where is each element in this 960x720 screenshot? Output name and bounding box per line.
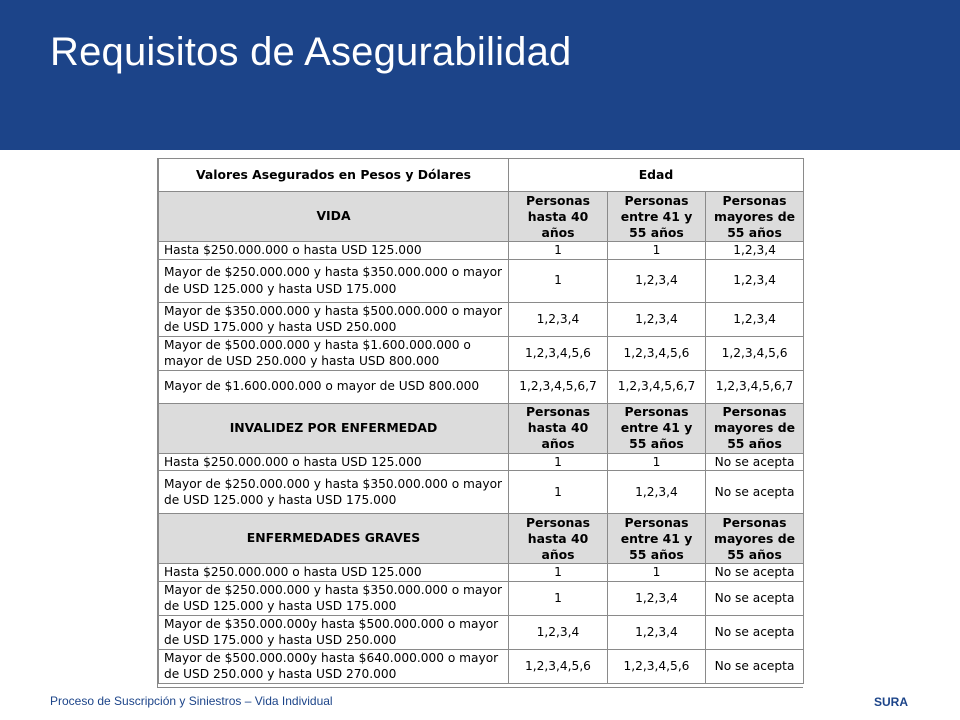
- requirement-codes-cell: 1: [608, 242, 706, 260]
- table-row: [159, 336, 804, 370]
- requirement-codes-cell: 1,2,3,4: [706, 242, 804, 260]
- age-group-header: Personas entre 41 y 55 años: [608, 192, 706, 242]
- requirement-codes-cell: 1: [509, 259, 608, 302]
- requirement-codes-cell: 1,2,3,4: [608, 581, 706, 615]
- table-row: [159, 649, 804, 683]
- table-row: [159, 615, 804, 649]
- requirement-codes-cell: 1: [509, 581, 608, 615]
- requirement-codes-cell: 1,2,3,4: [509, 302, 608, 336]
- requirement-codes-cell: 1,2,3,4: [608, 302, 706, 336]
- footer-brand: SURA: [874, 695, 909, 709]
- table-row: [159, 471, 804, 514]
- age-group-header: Personas mayores de 55 años: [706, 514, 804, 564]
- section-header-row: [159, 514, 804, 564]
- requirement-codes-cell: 1,2,3,4: [509, 615, 608, 649]
- age-group-header: Personas hasta 40 años: [509, 403, 608, 453]
- section-name: INVALIDEZ POR ENFERMEDAD: [159, 403, 509, 453]
- requirement-codes-cell: 1,2,3,4: [706, 259, 804, 302]
- requirement-codes-cell: No se acepta: [706, 564, 804, 582]
- requirement-codes-cell: 1,2,3,4: [608, 615, 706, 649]
- insured-amount-label: Mayor de $350.000.000y hasta $500.000.000 o mayor de USD 175.000 y hasta USD 250.000: [159, 615, 509, 649]
- requirement-codes-cell: No se acepta: [706, 453, 804, 471]
- requirement-codes-cell: 1,2,3,4: [608, 259, 706, 302]
- table-row: [159, 259, 804, 302]
- requirement-codes-cell: 1,2,3,4,5,6: [509, 336, 608, 370]
- requirement-codes-cell: 1: [509, 564, 608, 582]
- insured-amount-label: Mayor de $250.000.000 y hasta $350.000.000 o mayor de USD 125.000 y hasta USD 175.000: [159, 259, 509, 302]
- requirement-codes-cell: No se acepta: [706, 471, 804, 514]
- section-header-row: [159, 192, 804, 242]
- slide-title: Requisitos de Asegurabilidad: [50, 30, 572, 74]
- age-group-header: Personas hasta 40 años: [509, 514, 608, 564]
- table-row: [159, 302, 804, 336]
- age-group-header: Personas mayores de 55 años: [706, 403, 804, 453]
- requirement-codes-cell: 1: [608, 453, 706, 471]
- insured-amount-label: Mayor de $500.000.000 y hasta $1.600.000.000 o mayor de USD 250.000 y hasta USD 800.000: [159, 336, 509, 370]
- table-row: [159, 581, 804, 615]
- insured-amount-label: Hasta $250.000.000 o hasta USD 125.000: [159, 242, 509, 260]
- requirement-codes-cell: 1,2,3,4,5,6: [608, 649, 706, 683]
- requirements-table: [158, 158, 804, 684]
- table-header-row: [159, 159, 804, 192]
- requirement-codes-cell: 1,2,3,4,5,6: [706, 336, 804, 370]
- insured-amount-label: Mayor de $250.000.000 y hasta $350.000.000 o mayor de USD 125.000 y hasta USD 175.000: [159, 471, 509, 514]
- slide-header: [0, 0, 960, 150]
- requirement-codes-cell: 1,2,3,4,5,6,7: [706, 370, 804, 403]
- insured-amount-label: Hasta $250.000.000 o hasta USD 125.000: [159, 564, 509, 582]
- section-name: ENFERMEDADES GRAVES: [159, 514, 509, 564]
- requirement-codes-cell: 1: [509, 242, 608, 260]
- requirement-codes-cell: 1,2,3,4,5,6,7: [509, 370, 608, 403]
- requirement-codes-cell: 1,2,3,4: [608, 471, 706, 514]
- requirements-table-image: [157, 158, 803, 688]
- section-name: VIDA: [159, 192, 509, 242]
- requirement-codes-cell: 1: [509, 453, 608, 471]
- age-column-header: Edad: [509, 159, 804, 192]
- insured-amount-label: Mayor de $350.000.000 y hasta $500.000.000 o mayor de USD 175.000 y hasta USD 250.000: [159, 302, 509, 336]
- age-group-header: Personas entre 41 y 55 años: [608, 514, 706, 564]
- values-column-header: Valores Asegurados en Pesos y Dólares: [159, 159, 509, 192]
- table-row: [159, 242, 804, 260]
- requirement-codes-cell: 1: [608, 564, 706, 582]
- insured-amount-label: Mayor de $500.000.000y hasta $640.000.000 o mayor de USD 250.000 y hasta USD 270.000: [159, 649, 509, 683]
- requirement-codes-cell: 1,2,3,4,5,6: [608, 336, 706, 370]
- table-row: [159, 564, 804, 582]
- table-row: [159, 453, 804, 471]
- insured-amount-label: Hasta $250.000.000 o hasta USD 125.000: [159, 453, 509, 471]
- age-group-header: Personas mayores de 55 años: [706, 192, 804, 242]
- insured-amount-label: Mayor de $1.600.000.000 o mayor de USD 800.000: [159, 370, 509, 403]
- footer-process-label: Proceso de Suscripción y Siniestros – Vida Individual: [50, 694, 333, 708]
- requirement-codes-cell: No se acepta: [706, 581, 804, 615]
- section-header-row: [159, 403, 804, 453]
- requirement-codes-cell: 1,2,3,4,5,6: [509, 649, 608, 683]
- age-group-header: Personas entre 41 y 55 años: [608, 403, 706, 453]
- requirement-codes-cell: 1: [509, 471, 608, 514]
- requirement-codes-cell: No se acepta: [706, 615, 804, 649]
- requirement-codes-cell: 1,2,3,4: [706, 302, 804, 336]
- insured-amount-label: Mayor de $250.000.000 y hasta $350.000.000 o mayor de USD 125.000 y hasta USD 175.000: [159, 581, 509, 615]
- requirement-codes-cell: 1,2,3,4,5,6,7: [608, 370, 706, 403]
- requirement-codes-cell: No se acepta: [706, 649, 804, 683]
- age-group-header: Personas hasta 40 años: [509, 192, 608, 242]
- table-row: [159, 370, 804, 403]
